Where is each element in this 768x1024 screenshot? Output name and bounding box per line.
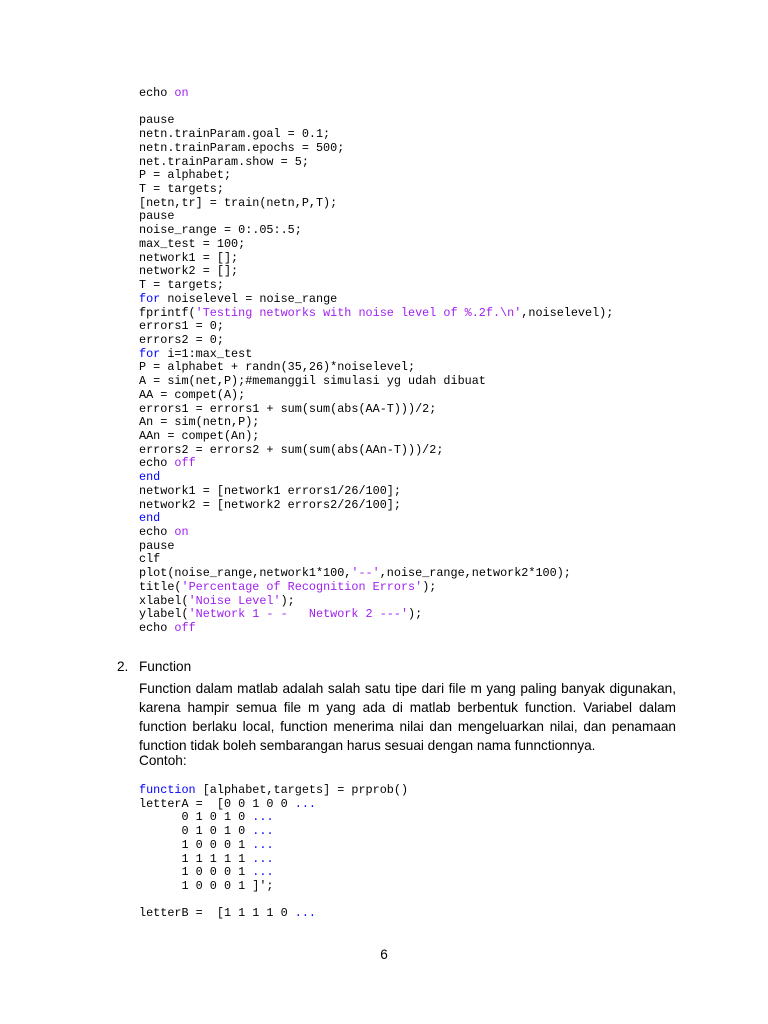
code-line — [139, 307, 613, 321]
code-text: An = sim(netn,P); — [139, 415, 260, 430]
code-text: i=1:max_test — [160, 346, 253, 361]
code-line — [139, 210, 613, 224]
code-text: network2 = [network2 errors2/26/100]; — [139, 497, 401, 512]
code-text: ); — [408, 607, 423, 622]
code-keyword: ... — [252, 810, 274, 825]
code-line — [139, 101, 613, 115]
code-text: network2 = []; — [139, 264, 239, 279]
code-text: AA = compet(A); — [139, 387, 246, 402]
code-text: errors1 = 0; — [139, 319, 224, 334]
code-line — [139, 540, 613, 554]
code-text: echo — [139, 456, 175, 471]
code-text: pause — [139, 538, 175, 553]
code-line — [139, 403, 613, 417]
code-text: errors2 = errors2 + sum(sum(abs(AAn-T)))/2; — [139, 442, 444, 457]
code-keyword: ... — [294, 906, 316, 921]
code-string: 'Noise Level' — [188, 593, 281, 608]
code-text: A = sim(net,P);#memanggil simulasi yg udah dibuat — [139, 374, 486, 389]
code-text: pause — [139, 209, 175, 224]
code-text: 1 0 0 0 1 ]'; — [139, 879, 274, 894]
code-text: netn.trainParam.goal = 0.1; — [139, 127, 331, 142]
code-text: P = alphabet; — [139, 168, 232, 183]
code-text: echo — [139, 525, 175, 539]
code-text: plot(noise_range,network1*100, — [139, 566, 352, 581]
code-line — [139, 894, 408, 908]
code-text: echo — [139, 86, 175, 100]
code-text: 1 0 0 0 1 — [139, 865, 253, 880]
code-line — [139, 361, 613, 375]
code-line — [139, 169, 613, 183]
code-line — [139, 389, 613, 403]
code-string: 'Network 1 - - Network 2 ---' — [188, 607, 409, 622]
code-line — [139, 348, 613, 362]
code-line — [139, 608, 613, 622]
code-text: [alphabet,targets] = prprob() — [195, 783, 409, 797]
code-line — [139, 444, 613, 458]
code-text: letterB = [1 1 1 1 0 — [139, 906, 295, 921]
code-text: T = targets; — [139, 182, 224, 197]
code-text: fprintf( — [139, 305, 196, 320]
code-text: network1 = [network1 errors1/26/100]; — [139, 483, 401, 498]
code-line — [139, 252, 613, 266]
code-keyword: ... — [252, 824, 274, 839]
code-block-function-example — [139, 784, 408, 921]
code-keyword: function — [139, 783, 196, 797]
code-string: 'Percentage of Recognition Errors' — [181, 579, 423, 594]
code-string: '--' — [351, 566, 380, 581]
code-line — [139, 553, 613, 567]
code-line — [139, 87, 613, 101]
code-keyword: end — [139, 470, 161, 485]
code-text: noiselevel = noise_range — [160, 291, 338, 306]
code-line — [139, 581, 613, 595]
code-line — [139, 416, 613, 430]
example-label: Contoh: — [139, 753, 187, 768]
code-text: letterA = [0 0 1 0 0 — [139, 796, 295, 811]
code-text: ,noiselevel); — [521, 305, 614, 320]
code-line — [139, 622, 613, 636]
code-text: 0 1 0 1 0 — [139, 824, 253, 839]
code-text: noise_range = 0:.05:.5; — [139, 223, 302, 238]
code-string: on — [174, 86, 189, 100]
code-line — [139, 595, 613, 609]
code-text: P = alphabet + randn(35,26)*noiselevel; — [139, 360, 416, 375]
code-line — [139, 279, 613, 293]
code-keyword: ... — [252, 865, 274, 880]
code-line — [139, 156, 613, 170]
code-line — [139, 334, 613, 348]
code-line — [139, 471, 613, 485]
code-line — [139, 430, 613, 444]
code-line — [139, 866, 408, 880]
code-line — [139, 320, 613, 334]
code-line — [139, 880, 408, 894]
code-text: xlabel( — [139, 593, 189, 608]
code-string: off — [174, 456, 196, 471]
code-line — [139, 238, 613, 252]
code-line — [139, 183, 613, 197]
section-heading: Function — [139, 659, 192, 674]
code-line — [139, 567, 613, 581]
code-line — [139, 526, 613, 540]
code-line — [139, 128, 613, 142]
code-text: ); — [422, 579, 437, 594]
code-text: errors1 = errors1 + sum(sum(abs(AA-T)))/2; — [139, 401, 437, 416]
code-line — [139, 265, 613, 279]
code-text: 0 1 0 1 0 — [139, 810, 253, 825]
code-line — [139, 457, 613, 471]
code-line — [139, 839, 408, 853]
code-text: pause — [139, 113, 175, 128]
code-keyword: for — [139, 346, 161, 361]
code-line — [139, 197, 613, 211]
code-line — [139, 142, 613, 156]
code-text: network1 = []; — [139, 250, 239, 265]
code-line — [139, 293, 613, 307]
code-text: clf — [139, 552, 161, 567]
code-text: title( — [139, 579, 182, 594]
code-line — [139, 811, 408, 825]
code-keyword: ... — [252, 851, 274, 866]
code-text: AAn = compet(An); — [139, 428, 260, 443]
section-body-paragraph: Function dalam matlab adalah salah satu tipe dari file m yang paling banyak digunakan, karena hampir semua file m yang ada di matlab berbentuk function. Variabel dalam function berlaku local, function menerima nilai dan mengeluarkan nilai, dan penamaan function tidak boleh sembarangan harus sesuai dengan nama funnctionnya. — [139, 681, 676, 753]
code-string: 'Testing networks with noise level of %.2f.\n' — [195, 305, 522, 320]
code-text: net.trainParam.show = 5; — [139, 154, 309, 169]
code-line — [139, 853, 408, 867]
code-text: echo — [139, 621, 175, 636]
code-string: on — [174, 525, 189, 539]
code-line — [139, 499, 613, 513]
code-text: errors2 = 0; — [139, 332, 224, 347]
page-number: 6 — [380, 947, 388, 962]
code-keyword: for — [139, 291, 161, 306]
code-text: max_test = 100; — [139, 236, 246, 251]
code-line — [139, 114, 613, 128]
code-text: ); — [280, 593, 295, 608]
code-line — [139, 224, 613, 238]
code-line — [139, 798, 408, 812]
code-keyword: ... — [252, 837, 274, 852]
code-text: 1 0 0 0 1 — [139, 837, 253, 852]
code-text: T = targets; — [139, 278, 224, 293]
code-keyword: end — [139, 511, 161, 526]
code-text: ,noise_range,network2*100); — [379, 566, 571, 581]
code-text: [netn,tr] = train(netn,P,T); — [139, 195, 338, 210]
code-text: netn.trainParam.epochs = 500; — [139, 140, 345, 155]
code-line — [139, 825, 408, 839]
code-text: 1 1 1 1 1 — [139, 851, 253, 866]
list-number: 2. — [117, 659, 129, 674]
code-line — [139, 907, 408, 921]
code-text: ylabel( — [139, 607, 189, 622]
code-line — [139, 512, 613, 526]
code-line — [139, 375, 613, 389]
code-line — [139, 784, 408, 798]
code-string: off — [174, 621, 196, 636]
code-keyword: ... — [294, 796, 316, 811]
code-block-training-script — [139, 87, 613, 636]
code-line — [139, 485, 613, 499]
